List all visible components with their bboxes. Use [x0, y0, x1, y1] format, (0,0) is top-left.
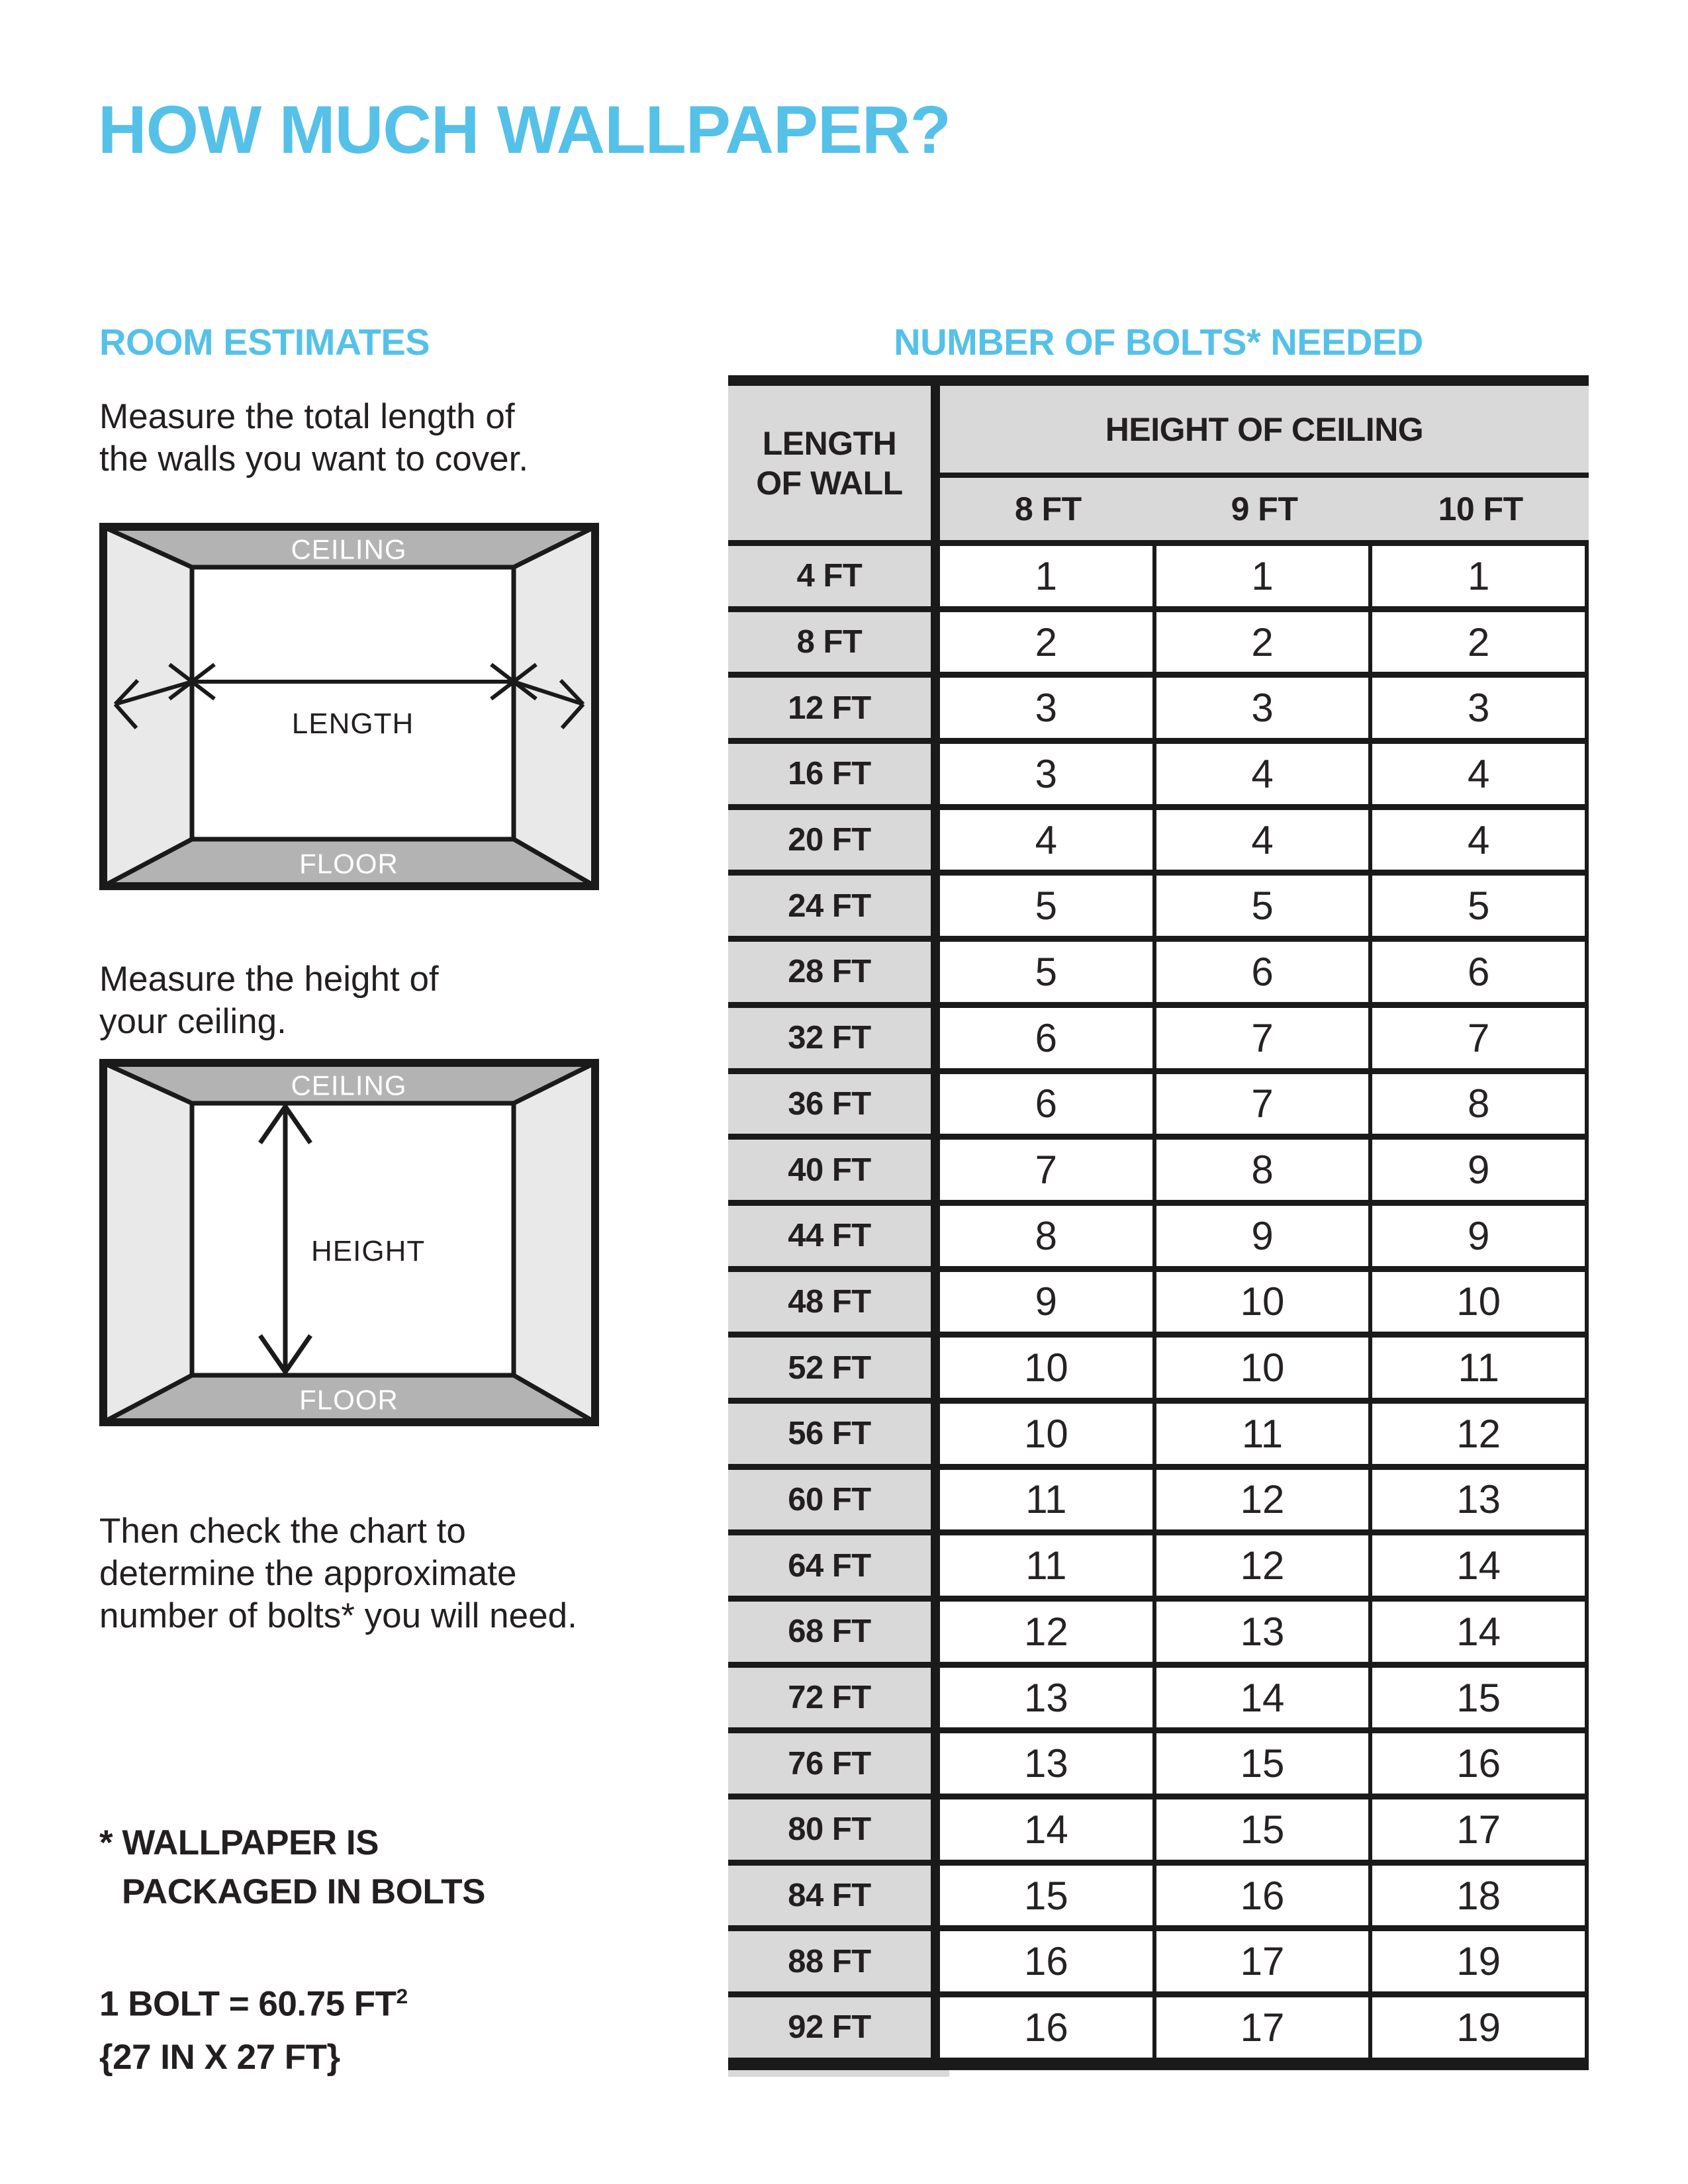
instruction-line: Measure the height of [99, 960, 439, 999]
row-value: 3 [940, 744, 1156, 804]
table-row [728, 1074, 1589, 1140]
row-value: 11 [1372, 1338, 1589, 1398]
row-value: 10 [1156, 1338, 1373, 1398]
row-value: 2 [940, 612, 1156, 672]
row-label: 84 FT [728, 1866, 940, 1926]
row-label: 40 FT [728, 1140, 940, 1200]
instruction-line: your ceiling. [99, 1002, 287, 1041]
table-row [728, 1602, 1589, 1668]
row-label: 52 FT [728, 1338, 940, 1398]
row-value: 19 [1372, 1931, 1589, 1991]
row-value: 14 [1372, 1602, 1589, 1662]
row-value: 11 [940, 1535, 1156, 1596]
row-value: 12 [1372, 1404, 1589, 1464]
row-value: 11 [940, 1470, 1156, 1530]
row-value: 15 [1156, 1799, 1373, 1860]
row-value: 3 [1372, 678, 1589, 738]
row-value: 9 [940, 1272, 1156, 1332]
row-label: 36 FT [728, 1074, 940, 1134]
height-of-ceiling-header: HEIGHT OF CEILING [940, 386, 1589, 478]
row-value: 9 [1372, 1140, 1589, 1200]
row-label: 48 FT [728, 1272, 940, 1332]
row-value: 1 [940, 546, 1156, 606]
row-label: 88 FT [728, 1931, 940, 1991]
table-row [728, 1997, 1589, 2064]
row-value: 12 [1156, 1535, 1373, 1596]
table-row [728, 1866, 1589, 1932]
row-value: 17 [1156, 1931, 1373, 1991]
row-value: 13 [940, 1668, 1156, 1728]
floor-label: FLOOR [299, 1384, 399, 1416]
row-value: 8 [1372, 1074, 1589, 1134]
footnote-line: PACKAGED IN BOLTS [122, 1872, 485, 1911]
instruction-measure-length [99, 396, 528, 480]
row-value: 3 [940, 678, 1156, 738]
instruction-line: number of bolts* you will need. [99, 1596, 577, 1635]
row-label: 32 FT [728, 1008, 940, 1068]
table-rows [728, 546, 1589, 2064]
row-value: 12 [1156, 1470, 1373, 1530]
bolt-size-note [99, 1970, 408, 2084]
row-value: 10 [940, 1404, 1156, 1464]
row-value: 5 [940, 876, 1156, 936]
height-label: HEIGHT [311, 1235, 426, 1267]
row-label: 72 FT [728, 1668, 940, 1728]
ceiling-label: CEILING [291, 533, 407, 565]
table-top-bar [728, 375, 1589, 386]
row-label: 44 FT [728, 1206, 940, 1266]
row-value: 16 [1372, 1733, 1589, 1794]
table-row [728, 1931, 1589, 1997]
row-label: 20 FT [728, 810, 940, 870]
row-value: 15 [1372, 1668, 1589, 1728]
bolt-equation-exponent: 2 [396, 1984, 408, 2008]
row-value: 16 [940, 1997, 1156, 2058]
ceiling-height-columns [940, 478, 1589, 540]
row-label: 8 FT [728, 612, 940, 672]
row-value: 17 [1372, 1799, 1589, 1860]
floor-label: FLOOR [299, 848, 399, 880]
row-value: 9 [1372, 1206, 1589, 1266]
table-bottom-bar [728, 2064, 1589, 2070]
page-title: HOW MUCH WALLPAPER? [98, 92, 951, 167]
back-wall [192, 567, 514, 839]
bolt-equation-text: 1 BOLT = 60.75 FT [99, 1984, 397, 2024]
instruction-line: the walls you want to cover. [99, 439, 529, 478]
row-label: 92 FT [728, 1997, 940, 2058]
row-value: 10 [1156, 1272, 1373, 1332]
table-row [728, 1535, 1589, 1602]
bolts-needed-heading: NUMBER OF BOLTS* NEEDED [894, 321, 1423, 363]
instruction-check-chart [99, 1510, 577, 1637]
row-value: 9 [1156, 1206, 1373, 1266]
row-value: 4 [1372, 744, 1589, 804]
row-value: 10 [940, 1338, 1156, 1398]
instruction-line: Measure the total length of [99, 397, 515, 436]
row-value: 4 [1156, 744, 1373, 804]
table-row [728, 876, 1589, 942]
length-of-wall-line: OF WALL [756, 464, 903, 502]
table-row [728, 1799, 1589, 1866]
row-value: 14 [1156, 1668, 1373, 1728]
row-value: 18 [1372, 1866, 1589, 1926]
table-row [728, 678, 1589, 744]
left-wall-panel [103, 1063, 192, 1422]
table-row [728, 1140, 1589, 1206]
row-value: 6 [1372, 942, 1589, 1002]
row-value: 5 [940, 942, 1156, 1002]
ceiling-height-header-group [940, 386, 1589, 540]
table-row [728, 744, 1589, 810]
row-value: 17 [1156, 1997, 1373, 2058]
ceiling-label: CEILING [291, 1069, 407, 1101]
bolt-equation [99, 1970, 408, 2031]
length-label: LENGTH [291, 707, 414, 740]
instruction-measure-height [99, 958, 439, 1043]
row-value: 7 [1372, 1008, 1589, 1068]
row-label: 12 FT [728, 678, 940, 738]
table-row [728, 1008, 1589, 1074]
row-value: 7 [940, 1140, 1156, 1200]
row-value: 2 [1156, 612, 1373, 672]
row-value: 5 [1372, 876, 1589, 936]
row-label: 80 FT [728, 1799, 940, 1860]
row-value: 8 [940, 1206, 1156, 1266]
row-value: 1 [1372, 546, 1589, 606]
bolt-dimensions: {27 IN X 27 FT} [99, 2037, 340, 2077]
row-value: 14 [1372, 1535, 1589, 1596]
row-value: 7 [1156, 1008, 1373, 1068]
row-value: 16 [1156, 1866, 1373, 1926]
table-row [728, 1272, 1589, 1338]
row-label: 28 FT [728, 942, 940, 1002]
table-row [728, 1206, 1589, 1272]
row-value: 6 [940, 1008, 1156, 1068]
row-value: 4 [1372, 810, 1589, 870]
column-header-9ft: 9 FT [1231, 490, 1298, 527]
footnote-line: * WALLPAPER IS [99, 1823, 379, 1862]
row-value: 10 [1372, 1272, 1589, 1332]
table-row [728, 612, 1589, 678]
row-value: 6 [940, 1074, 1156, 1134]
row-label: 56 FT [728, 1404, 940, 1464]
row-value: 4 [940, 810, 1156, 870]
row-value: 4 [1156, 810, 1373, 870]
row-value: 15 [1156, 1733, 1373, 1794]
table-row [728, 1470, 1589, 1536]
row-label: 16 FT [728, 744, 940, 804]
room-estimates-heading: ROOM ESTIMATES [99, 321, 430, 363]
row-label: 24 FT [728, 876, 940, 936]
table-header [728, 386, 1589, 546]
bolts-table [728, 375, 1589, 2077]
row-value: 16 [940, 1931, 1156, 1991]
bolts-footnote [99, 1819, 485, 1917]
row-label: 68 FT [728, 1602, 940, 1662]
table-row [728, 1338, 1589, 1404]
table-gray-tab [728, 2070, 949, 2077]
row-value: 14 [940, 1799, 1156, 1860]
row-value: 12 [940, 1602, 1156, 1662]
row-value: 1 [1156, 546, 1373, 606]
row-value: 13 [1156, 1602, 1373, 1662]
table-row [728, 1668, 1589, 1734]
room-length-diagram [99, 523, 599, 890]
row-value: 2 [1372, 612, 1589, 672]
table-row [728, 810, 1589, 876]
instruction-line: Then check the chart to [99, 1512, 466, 1551]
row-value: 5 [1156, 876, 1373, 936]
row-value: 7 [1156, 1074, 1373, 1134]
room-height-diagram [99, 1059, 599, 1426]
row-value: 15 [940, 1866, 1156, 1926]
table-row [728, 1404, 1589, 1470]
row-value: 19 [1372, 1997, 1589, 2058]
row-label: 76 FT [728, 1733, 940, 1794]
column-header-8ft: 8 FT [1014, 490, 1082, 527]
length-of-wall-header [728, 386, 940, 540]
row-value: 8 [1156, 1140, 1373, 1200]
column-header-10ft: 10 FT [1438, 490, 1523, 527]
row-value: 3 [1156, 678, 1373, 738]
table-row [728, 942, 1589, 1008]
row-value: 11 [1156, 1404, 1373, 1464]
right-wall-panel [514, 1063, 595, 1422]
row-value: 13 [1372, 1470, 1589, 1530]
table-row [728, 1733, 1589, 1799]
row-value: 6 [1156, 942, 1373, 1002]
table-row [728, 546, 1589, 612]
row-value: 13 [940, 1733, 1156, 1794]
length-of-wall-line: LENGTH [762, 424, 897, 462]
row-label: 4 FT [728, 546, 940, 606]
row-label: 60 FT [728, 1470, 940, 1530]
row-label: 64 FT [728, 1535, 940, 1596]
instruction-line: determine the approximate [99, 1554, 517, 1593]
